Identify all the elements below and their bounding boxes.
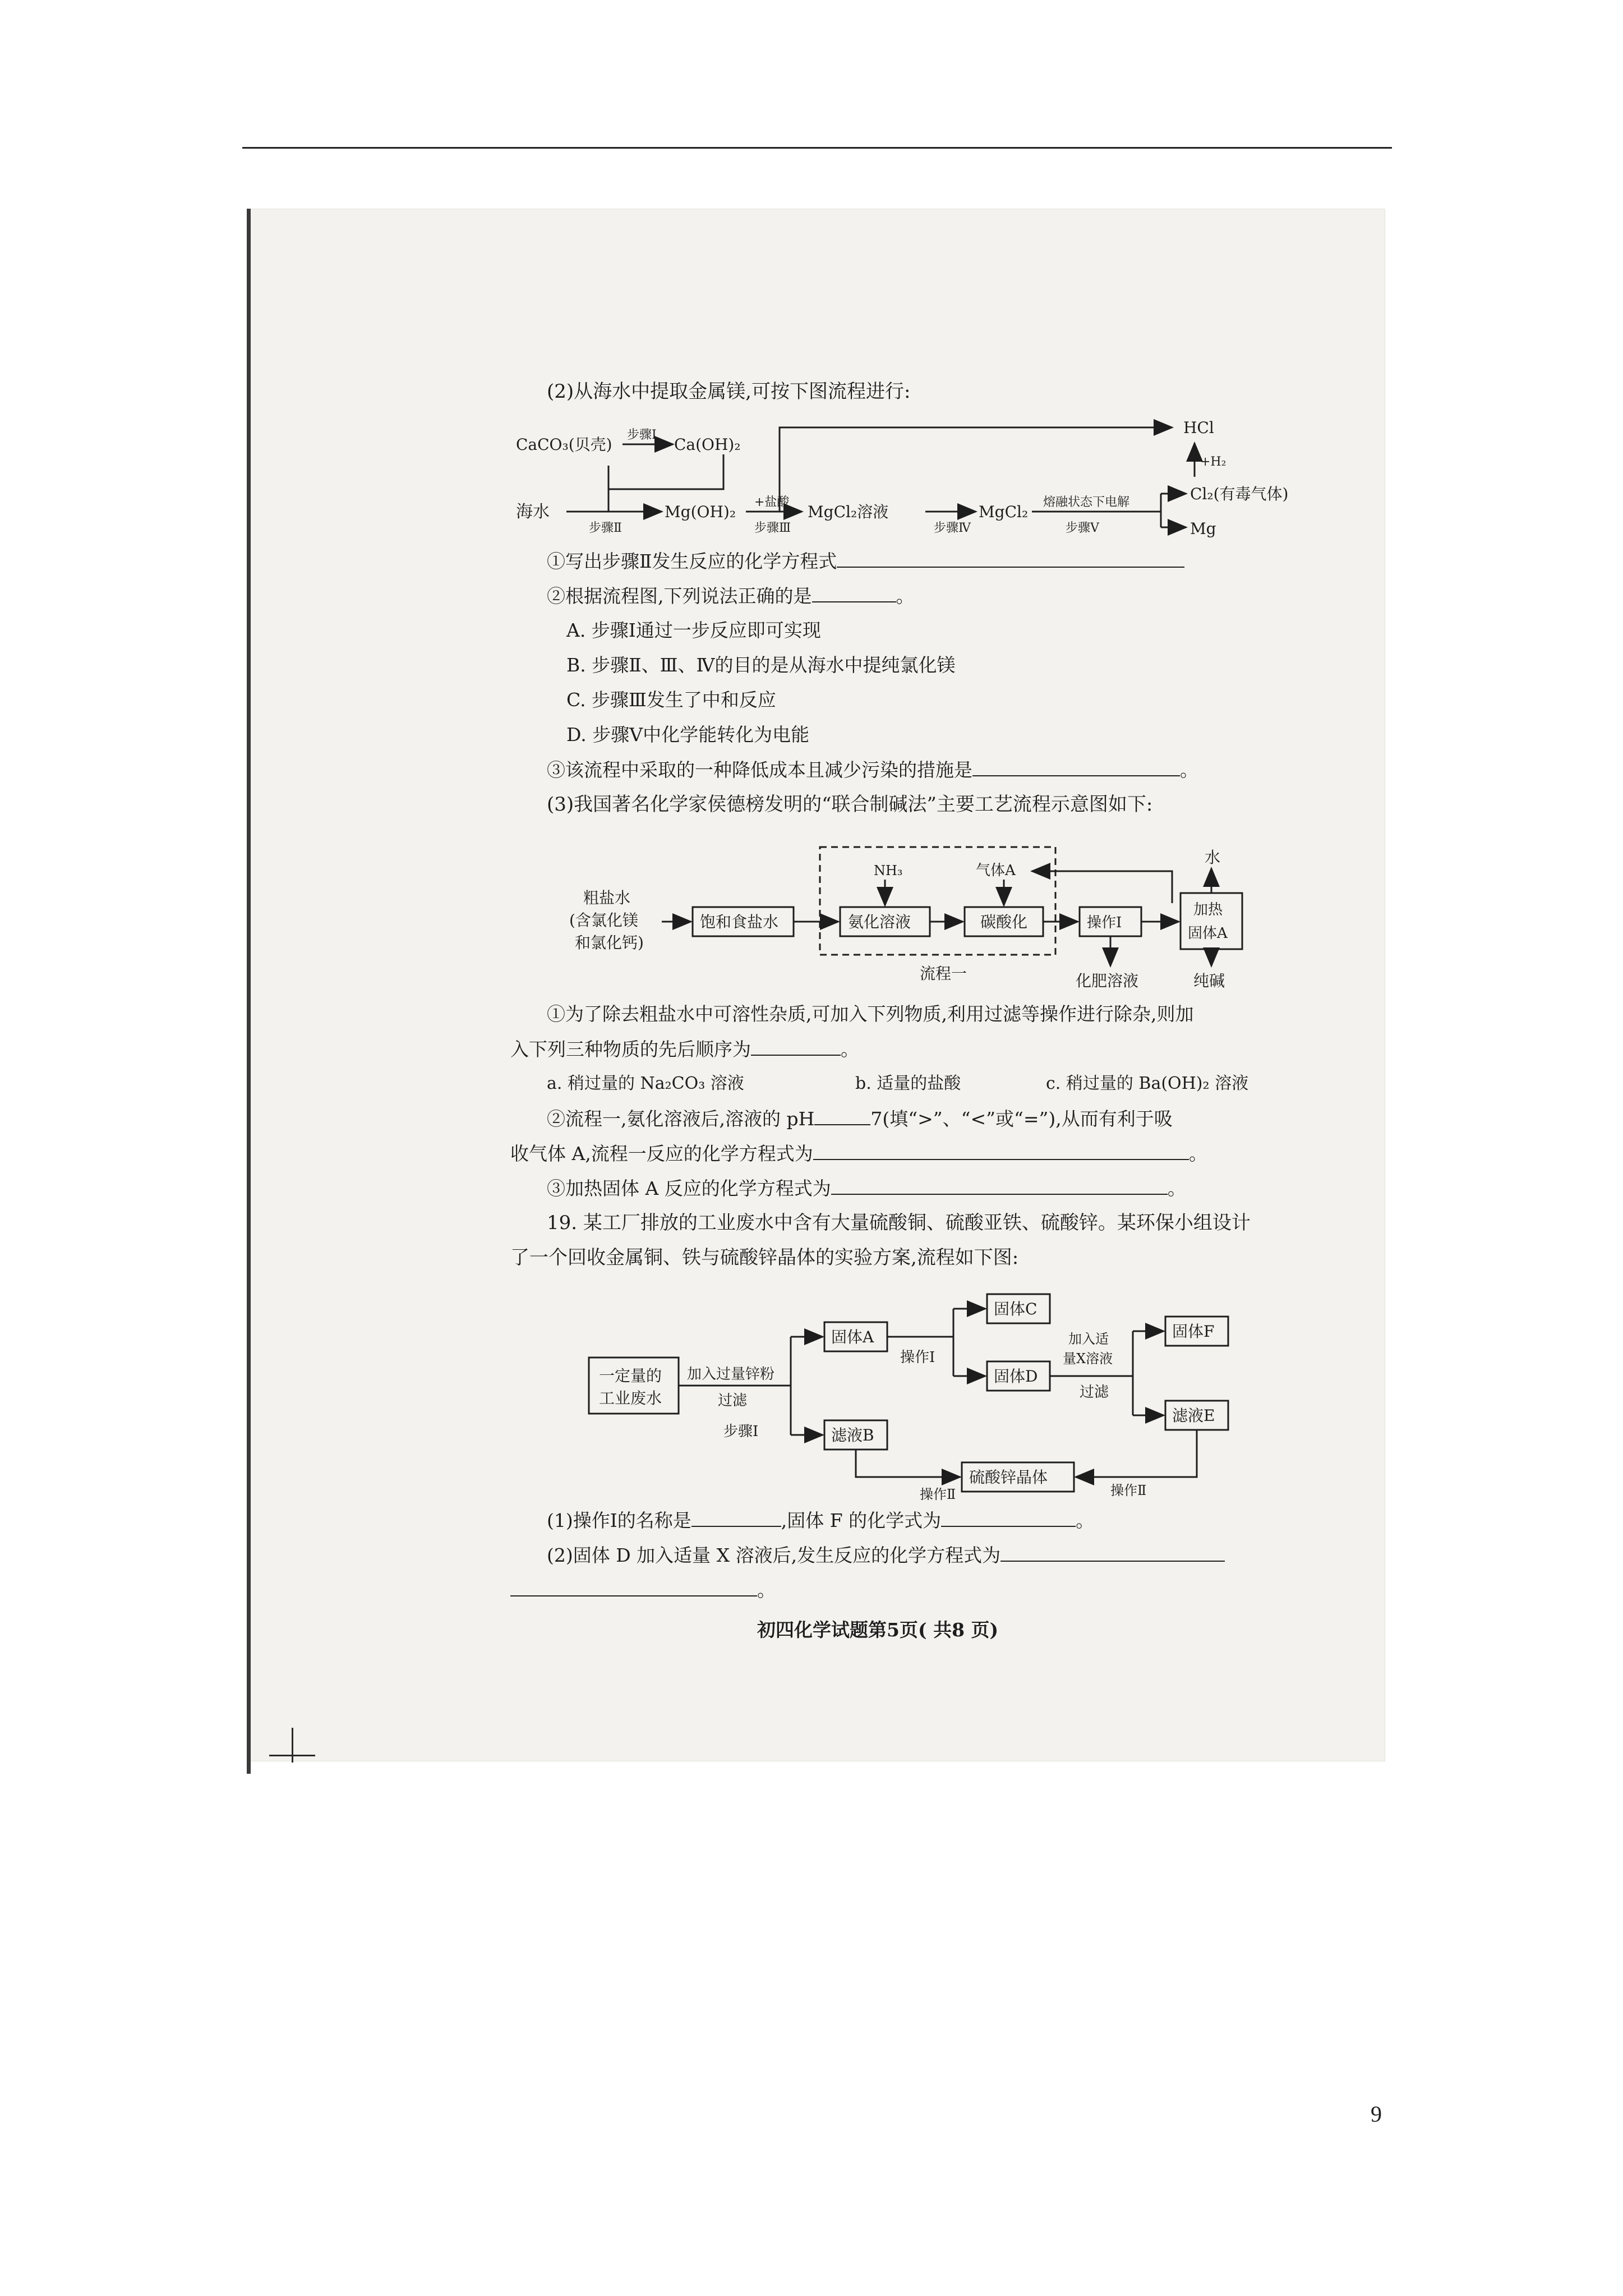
water-label: 水 [1205,848,1221,867]
solid-d-label: 固体D [994,1367,1038,1386]
gas-a-label: 气体A [976,862,1016,879]
q19-sub2-cont: 。 [510,1579,776,1602]
mg-label: Mg [1190,519,1216,538]
q3-choice-c: c. 稍过量的 Ba(OH)₂ 溶液 [1046,1074,1249,1093]
add-zinc-label: 加入过量锌粉 [687,1366,775,1383]
answer-blank[interactable] [691,1509,781,1527]
q3-sub3: ③加热固体 A 反应的化学方程式为 。 [547,1177,1186,1199]
q2-sub1: ①写出步骤Ⅱ发生反应的化学方程式 [547,550,1184,573]
arrow-e-to-znso4 [1076,1430,1197,1477]
add-x-label-2: 量X溶液 [1063,1351,1113,1366]
filtrate-e-label: 滤液E [1172,1406,1215,1425]
mgcl2-label: MgCl₂ [979,503,1029,521]
arrow-b-to-znso4 [856,1450,960,1477]
q2-option-b: B. 步骤Ⅱ、Ⅲ、Ⅳ的目的是从海水中提纯氯化镁 [566,654,956,676]
hcl-label: HCl [1183,418,1214,437]
wastewater-label-2: 工业废水 [599,1389,662,1407]
q2-option-a: A. 步骤Ⅰ通过一步反应即可实现 [566,619,821,641]
impurities-label-1: (含氯化镁 [569,911,638,930]
step1-label: 步骤Ⅰ [723,1423,759,1440]
caco3-label: CaCO₃(贝壳) [516,435,612,454]
filtrate-b-label: 滤液B [831,1426,874,1444]
step2-label: 步骤Ⅱ [589,521,622,535]
nh3-label: NH₃ [874,863,903,878]
saturated-brine-label: 饱和食盐水 [700,913,779,931]
process-one-label: 流程一 [920,964,967,983]
q2-option-c: C. 步骤Ⅲ发生了中和反应 [566,689,776,711]
solid-c-label: 固体C [994,1300,1038,1318]
q2-sub3: ③该流程中采取的一种降低成本且减少污染的措施是 。 [547,759,1198,781]
step4-label: 步骤Ⅳ [934,521,971,535]
step3-label: 步骤Ⅲ [754,521,791,535]
ammoniated-label: 氨化溶液 [848,913,911,931]
answer-blank[interactable] [941,1509,1076,1527]
soda-label: 纯碱 [1193,972,1225,990]
q19-sub1: (1)操作Ⅰ的名称是 ,固体 F 的化学式为 。 [547,1510,1095,1531]
seawater-label: 海水 [516,502,550,522]
page-number: 9 [1371,2101,1382,2127]
h2-label: +H₂ [1200,455,1227,469]
cl2-label: Cl₂(有毒气体) [1190,485,1289,503]
operation2-label-b: 操作Ⅱ [1110,1483,1147,1498]
operation2-label-a: 操作Ⅱ [920,1487,956,1502]
caoh2-label: Ca(OH)₂ [674,435,741,454]
step5-label: 步骤Ⅴ [1066,521,1099,535]
operation1-label: 操作Ⅰ [1087,914,1122,931]
fertilizer-label: 化肥溶液 [1076,972,1139,990]
operation1-label: 操作Ⅰ [900,1349,935,1366]
q2-title: (2)从海水中提取金属镁,可按下图流程进行: [547,380,911,403]
q3-sub2-line2: 收气体 A,流程一反应的化学方程式为 。 [510,1143,1207,1165]
answer-blank[interactable] [1000,1544,1225,1562]
wastewater-label-1: 一定量的 [599,1366,662,1385]
q3-sub1-line2: 入下列三种物质的先后顺序为 。 [510,1038,859,1060]
mgcl2-solution-label: MgCl₂溶液 [808,503,889,521]
znso4-label: 硫酸锌晶体 [969,1468,1048,1487]
filter-label: 过滤 [718,1392,748,1409]
electrolysis-label: 熔融状态下电解 [1043,495,1130,509]
heat-label-2: 固体A [1188,925,1228,942]
q3-sub2-line1: ②流程一,氨化溶液后,溶液的 pH 7(填“>”、“<”或“=”),从而有利于吸 [547,1108,1173,1130]
answer-blank[interactable] [510,1579,757,1596]
q19-sub2: (2)固体 D 加入适量 X 溶液后,发生反应的化学方程式为 [547,1544,1225,1567]
filter2-label: 过滤 [1080,1384,1109,1401]
carbonation-label: 碳酸化 [980,913,1028,931]
step1-label: 步骤Ⅰ [627,428,657,442]
mgoh2-label: Mg(OH)₂ [665,503,736,521]
q3-choice-b: b. 适量的盐酸 [855,1074,961,1093]
crude-brine-label: 粗盐水 [583,889,631,907]
solid-f-label: 固体F [1172,1322,1215,1341]
q3-sub1-line1: ①为了除去粗盐水中可溶性杂质,可加入下列物质,利用过滤等操作进行除杂,则加 [547,1003,1194,1025]
q19-intro-line1: 19. 某工厂排放的工业废水中含有大量硫酸铜、硫酸亚铁、硫酸锌。某环保小组设计 [547,1212,1251,1234]
q3-title: (3)我国著名化学家侯德榜发明的“联合制碱法”主要工艺流程示意图如下: [547,793,1153,816]
q2-option-d: D. 步骤Ⅴ中化学能转化为电能 [566,724,810,746]
impurities-label-2: 和氯化钙) [575,933,644,952]
q19-intro-line2: 了一个回收金属铜、铁与硫酸锌晶体的实验方案,流程如下图: [510,1246,1019,1269]
q2-sub2: ②根据流程图,下列说法正确的是 。 [547,585,915,607]
add-x-label-1: 加入适 [1068,1331,1109,1347]
solid-a-label: 固体A [831,1328,874,1346]
q3-choice-a: a. 稍过量的 Na₂CO₃ 溶液 [547,1074,744,1093]
hcl-add-label: +盐酸 [754,495,790,509]
page-footer: 初四化学试题第5页( 共8 页) [757,1619,999,1641]
heat-label-1: 加热 [1193,901,1223,918]
